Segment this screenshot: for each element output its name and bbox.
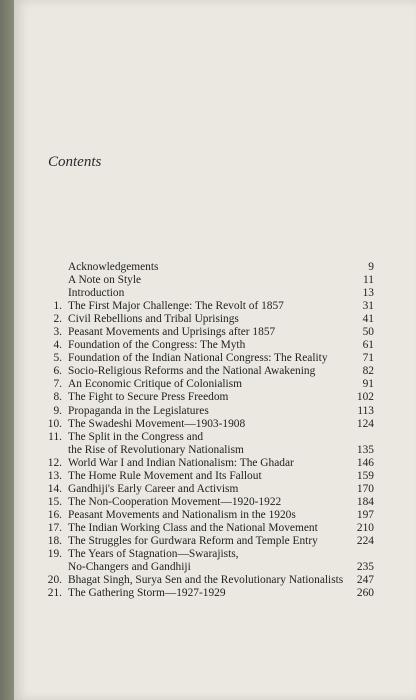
chapter-title-line: the Rise of Revolutionary Nationalism [68,443,244,456]
table-of-contents [34,261,374,600]
chapter-title-line: Bhagat Singh, Surya Sen and the Revolutionary Nationalists [68,574,344,587]
chapter-title-line: The Indian Working Class and the National Movement [68,521,318,534]
page-number: 197 [356,508,374,521]
toc-entry [34,326,374,339]
chapter-number: 9. [53,404,62,417]
toc-entry [34,496,374,509]
chapter-title-line: Peasant Movements and Nationalism in the 1920s [68,508,296,521]
chapter-title-line: World War I and Indian Nationalism: The Ghadar [68,456,294,469]
chapter-title-line: The Split in the Congress and [68,430,204,443]
chapter-number: 20. [47,574,62,587]
chapter-number: 3. [53,326,62,339]
chapter-title [68,470,358,483]
chapter-number: 18. [47,534,62,547]
toc-entry [34,274,374,287]
page-number: 9 [368,261,374,273]
page-number: 146 [356,456,374,469]
page-number: 247 [356,574,374,587]
chapter-title-line: The Non-Cooperation Movement—1920-1922 [68,495,282,508]
chapter-title-line: Civil Rebellions and Tribal Uprisings [68,313,239,326]
chapter-title [68,339,358,352]
chapter-title-line: The Home Rule Movement and Its Fallout [68,469,262,482]
chapter-title-line: Peasant Movements and Uprisings after 1857 [68,326,276,339]
chapter-title-line: The First Major Challenge: The Revolt of 1857 [68,300,284,313]
chapter-number: 16. [47,508,62,521]
chapter-title [68,287,358,300]
chapter-title [68,587,358,600]
chapter-number: 8. [53,391,62,404]
chapter-number: 11. [48,430,62,443]
chapter-title [68,574,358,587]
chapter-number: 15. [47,495,62,508]
chapter-title [68,457,358,470]
page-number: 11 [363,274,374,287]
chapter-title [68,496,358,509]
page-number: 31 [362,300,374,313]
chapter-title [68,300,358,313]
chapter-title-line: The Fight to Secure Press Freedom [68,391,229,404]
toc-entry [34,470,374,483]
chapter-title [68,378,358,391]
chapter-title-line: The Swadeshi Movement—1903-1908 [68,417,246,430]
toc-entry [34,548,374,574]
chapter-title-line: No-Changers and Gandhiji [68,561,191,574]
page-number: 224 [356,534,374,547]
page-number: 260 [356,587,374,600]
chapter-title [68,391,358,404]
toc-entry [34,313,374,326]
toc-entry [34,587,374,600]
chapter-title [68,548,358,574]
page-number: 210 [356,521,374,534]
page-number: 170 [356,482,374,495]
contents-heading: Contents [48,154,102,170]
chapter-number: 17. [47,521,62,534]
chapter-title-line: The Years of Stagnation—Swarajists, [68,548,239,561]
chapter-title-line: Acknowledgements [68,261,159,273]
chapter-number: 21. [47,587,62,600]
chapter-title [68,405,358,418]
toc-entry [34,509,374,522]
toc-entry [34,535,374,548]
chapter-title-line: The Gathering Storm—1927-1929 [68,587,226,600]
toc-entry [34,405,374,418]
chapter-number: 19. [47,548,62,561]
page-number: 71 [362,352,374,365]
chapter-number: 14. [47,482,62,495]
page-number: 184 [356,495,374,508]
page-number: 41 [362,313,374,326]
toc-entry [34,287,374,300]
toc-entry [34,391,374,404]
chapter-title [68,352,358,365]
toc-entry [34,418,374,431]
chapter-title-line: The Struggles for Gurdwara Reform and Temple Entry [68,534,318,547]
toc-entry [34,457,374,470]
toc-entry [34,365,374,378]
page-number: 91 [362,378,374,391]
chapter-title [68,365,358,378]
page-number: 61 [362,339,374,352]
toc-entry [34,352,374,365]
chapter-title [68,261,358,274]
page-number: 102 [356,391,374,404]
chapter-title [68,274,358,287]
page-number: 113 [357,404,374,417]
chapter-number: 12. [47,456,62,469]
page-number: 124 [356,417,374,430]
chapter-title-line: Foundation of the Congress: The Myth [68,339,246,352]
chapter-title-line: A Note on Style [68,274,142,287]
toc-entry [34,300,374,313]
chapter-title-line: Introduction [68,287,125,300]
chapter-title-line: Socio-Religious Reforms and the National Awakening [68,365,316,378]
toc-entry [34,522,374,535]
page-number: 159 [356,469,374,482]
chapter-number: 4. [53,339,62,352]
chapter-title [68,418,358,431]
chapter-number: 10. [47,417,62,430]
toc-entry [34,431,374,457]
chapter-number: 1. [53,300,62,313]
chapter-number: 7. [53,378,62,391]
chapter-title-line: Propaganda in the Legislatures [68,404,209,417]
toc-entry [34,339,374,352]
book-page [14,0,416,700]
page-number: 82 [362,365,374,378]
chapter-title [68,431,358,457]
chapter-number: 5. [53,352,62,365]
chapter-title [68,509,358,522]
chapter-title-line: An Economic Critique of Colonialism [68,378,243,391]
book-spine-shadow [0,0,14,700]
chapter-title-line: Foundation of the Indian National Congress: The Reality [68,352,328,365]
chapter-title [68,483,358,496]
page-number: 13 [362,287,374,300]
chapter-title [68,313,358,326]
toc-entry [34,483,374,496]
chapter-number: 13. [47,469,62,482]
chapter-title [68,535,358,548]
toc-entry [34,574,374,587]
toc-entry [34,261,374,274]
page-number: 50 [362,326,374,339]
chapter-title [68,326,358,339]
chapter-title-line: Gandhiji's Early Career and Activism [68,482,239,495]
chapter-title [68,522,358,535]
page-number: 235 [356,561,374,574]
toc-entry [34,378,374,391]
chapter-number: 6. [53,365,62,378]
chapter-number: 2. [53,313,62,326]
page-number: 135 [356,443,374,456]
